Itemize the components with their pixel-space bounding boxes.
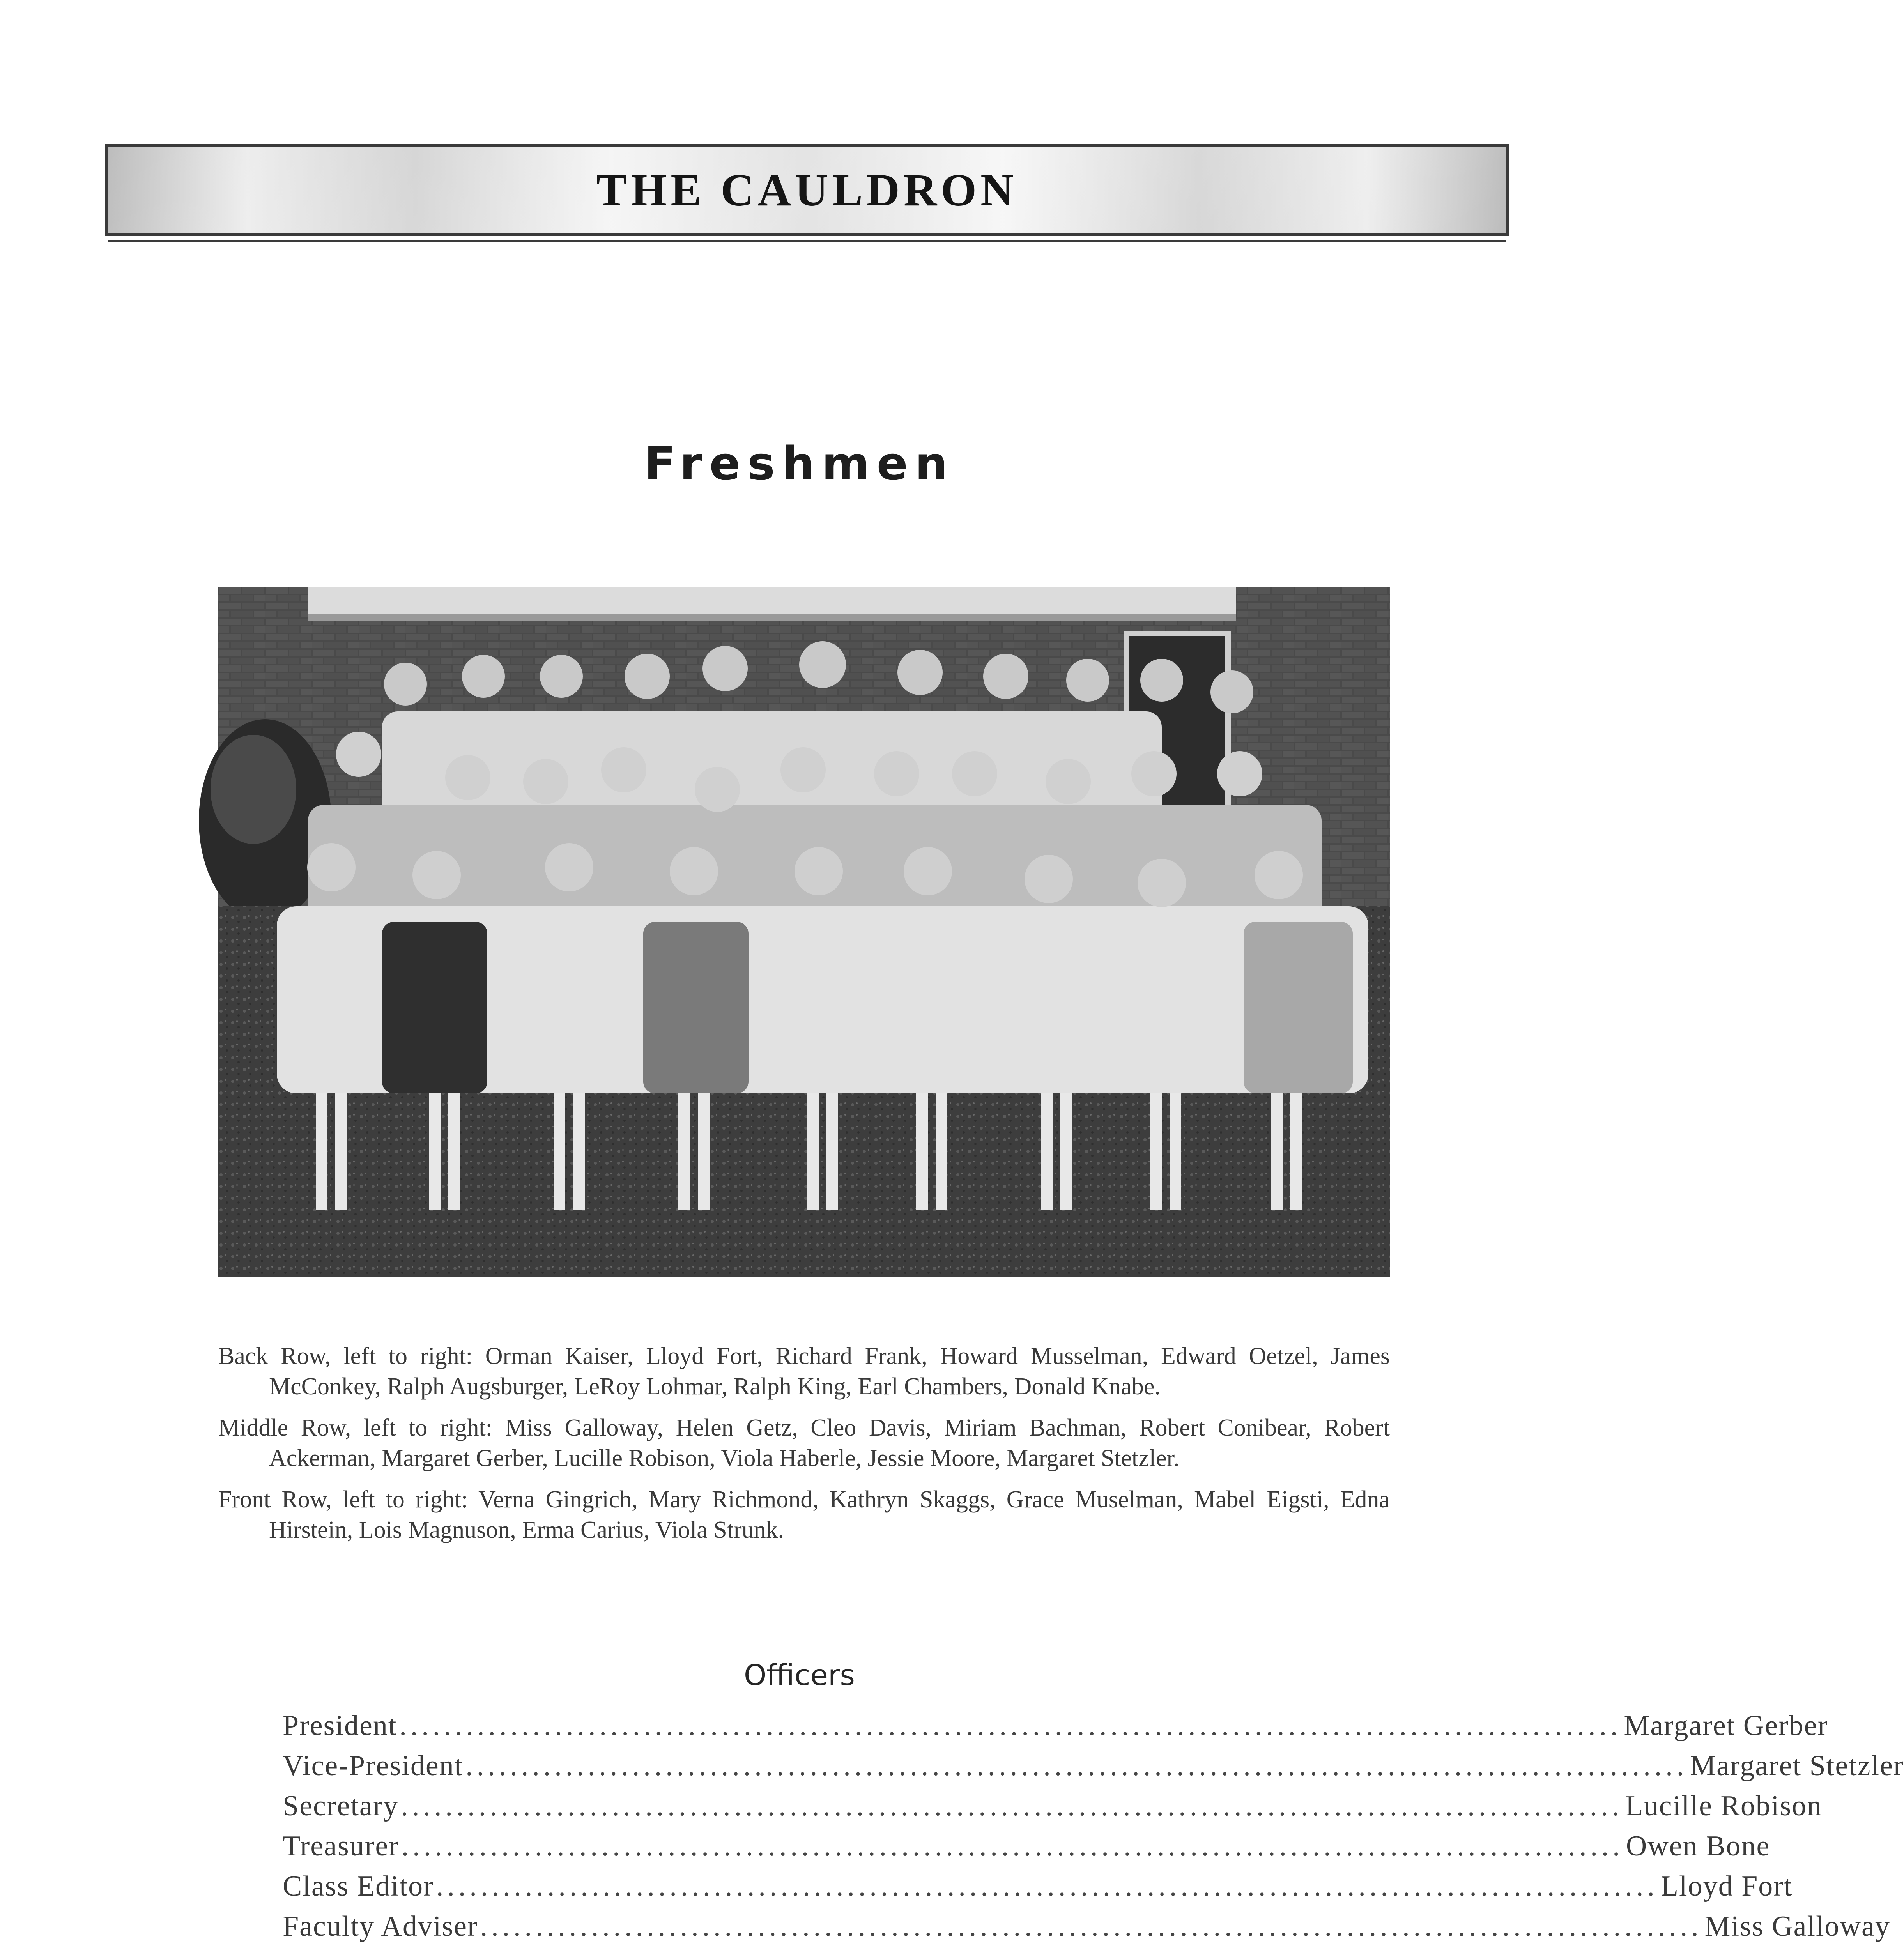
officer-row [283,1749,1904,1790]
officers-list [283,1709,1904,1949]
officer-name: Owen Bone [1626,1830,1770,1862]
officer-role: Vice-President [283,1750,464,1782]
officer-row [283,1830,1770,1870]
section-title: Freshmen [644,437,955,490]
officers-title: Officers [744,1659,855,1692]
class-photo-image [218,587,1390,1277]
header-title: THE CAULDRON [596,164,1018,216]
officer-row [283,1790,1823,1830]
officer-name: Lucille Robison [1625,1790,1823,1822]
officer-name: Margaret Stetzler [1690,1750,1904,1782]
header-banner [105,144,1509,236]
leader-dots: .............................................................................................................. [465,1750,1688,1782]
officer-name: Lloyd Fort [1660,1870,1793,1902]
class-photo [218,587,1390,1277]
officer-role: Faculty Adviser [283,1910,478,1942]
caption-middle-row: Middle Row, left to right: Miss Galloway, Helen Getz, Cleo Davis, Miriam Bachman, Robert Conibear, Robert Ackerman, Margaret Gerber, Lucille Robison, Viola Haberle, Jessie Moore, Margaret Stetzler. [218,1415,1390,1471]
leader-dots: .............................................................................................................. [401,1830,1624,1862]
photo-caption [218,1341,1390,1556]
leader-dots: .............................................................................................................. [399,1710,1622,1742]
leader-dots: .............................................................................................................. [436,1870,1658,1902]
officer-name: Margaret Gerber [1624,1710,1828,1742]
caption-front-row: Front Row, left to right: Verna Gingrich, Mary Richmond, Kathryn Skaggs, Grace Muselman, Mabel Eigsti, Edna Hirstein, Lois Magnuson, Erma Carius, Viola Strunk. [218,1486,1390,1543]
officer-role: Treasurer [283,1830,399,1862]
leader-dots: .............................................................................................................. [480,1910,1702,1942]
officer-row [283,1870,1793,1910]
officer-role: Secretary [283,1790,399,1822]
officer-name: Miss Galloway [1704,1910,1890,1942]
officer-row [283,1709,1828,1749]
caption-back-row: Back Row, left to right: Orman Kaiser, Lloyd Fort, Richard Frank, Howard Musselman, Edward Oetzel, James McConkey, Ralph Augsburger, LeRoy Lohmar, Ralph King, Earl Chambers, Donald Knabe. [218,1343,1390,1400]
officer-role: President [283,1710,397,1742]
officer-row [283,1910,1890,1949]
officer-role: Class Editor [283,1870,434,1902]
leader-dots: .............................................................................................................. [401,1790,1623,1822]
